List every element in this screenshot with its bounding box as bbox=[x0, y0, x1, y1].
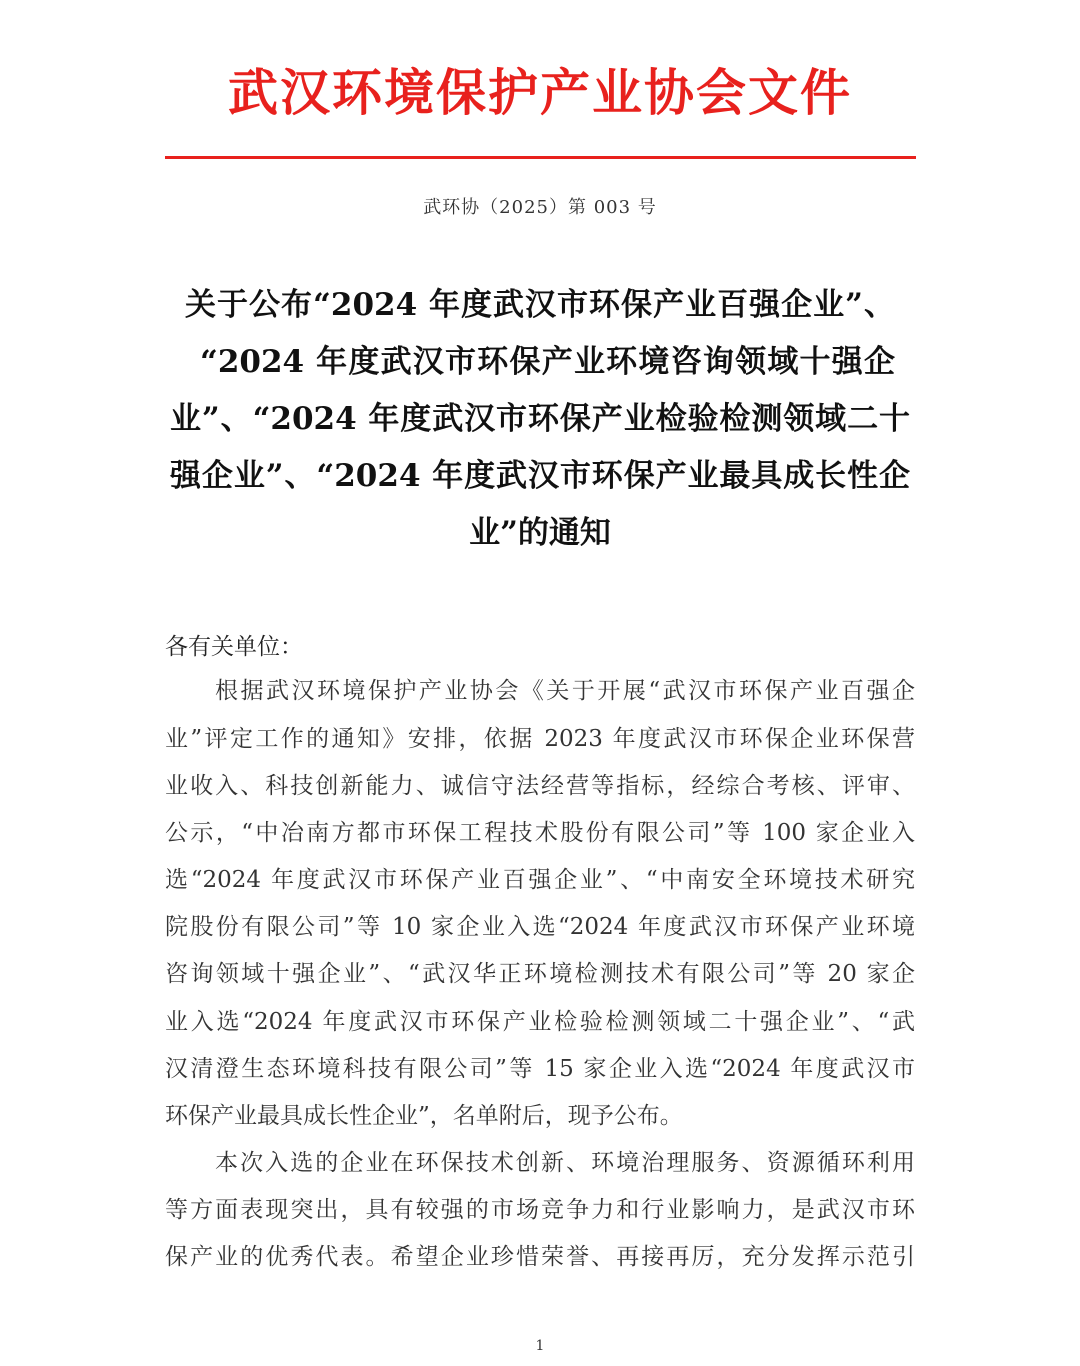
body-line: 业”评定工作的通知》安排，依据 2023 年度武汉市环保企业环保营 bbox=[165, 726, 915, 752]
body-line: 根据武汉环境保护产业协会《关于开展“武汉市环保产业百强企 bbox=[215, 678, 915, 704]
title-line: 业”的通知 bbox=[469, 515, 611, 551]
salutation: 各有关单位： bbox=[165, 634, 303, 660]
body-line: 院股份有限公司”等 10 家企业入选“2024 年度武汉市环保产业环境 bbox=[165, 914, 915, 940]
body-line: 等方面表现突出，具有较强的市场竞争力和行业影响力，是武汉市环 bbox=[165, 1197, 915, 1223]
body-line: 咨询领域十强企业”、“武汉华正环境检测技术有限公司”等 20 家企 bbox=[165, 961, 915, 987]
body-line: 业入选“2024 年度武汉市环保产业检验检测领域二十强企业”、“武 bbox=[165, 1009, 915, 1035]
body-line: 环保产业最具成长性企业”，名单附后，现予公布。 bbox=[165, 1103, 683, 1129]
title-line: 关于公布“2024 年度武汉市环保产业百强企业”、 bbox=[185, 287, 895, 323]
body-line: 保产业的优秀代表。希望企业珍惜荣誉、再接再厉，充分发挥示范引 bbox=[165, 1244, 915, 1270]
body-line: 业收入、科技创新能力、诚信守法经营等指标，经综合考核、评审、 bbox=[165, 773, 915, 799]
title-line: 业”、“2024 年度武汉市环保产业检验检测领域二十 bbox=[170, 401, 910, 437]
page-number: 1 bbox=[535, 1338, 545, 1354]
red-divider-line bbox=[165, 156, 916, 159]
body-line: 汉清澄生态环境科技有限公司”等 15 家企业入选“2024 年度武汉市 bbox=[165, 1056, 915, 1082]
title-line: “2024 年度武汉市环保产业环境咨询领域十强企 bbox=[200, 344, 895, 380]
title-line: 强企业”、“2024 年度武汉市环保产业最具成长性企 bbox=[170, 458, 910, 494]
document-number: 武环协（2025）第 003 号 bbox=[423, 197, 657, 218]
body-line: 公示，“中冶南方都市环保工程技术股份有限公司”等 100 家企业入 bbox=[165, 820, 915, 846]
body-line: 选“2024 年度武汉市环保产业百强企业”、“中南安全环境技术研究 bbox=[165, 867, 915, 893]
body-line: 本次入选的企业在环保技术创新、环境治理服务、资源循环利用 bbox=[215, 1150, 915, 1176]
organization-header: 武汉环境保护产业协会文件 bbox=[228, 64, 852, 122]
